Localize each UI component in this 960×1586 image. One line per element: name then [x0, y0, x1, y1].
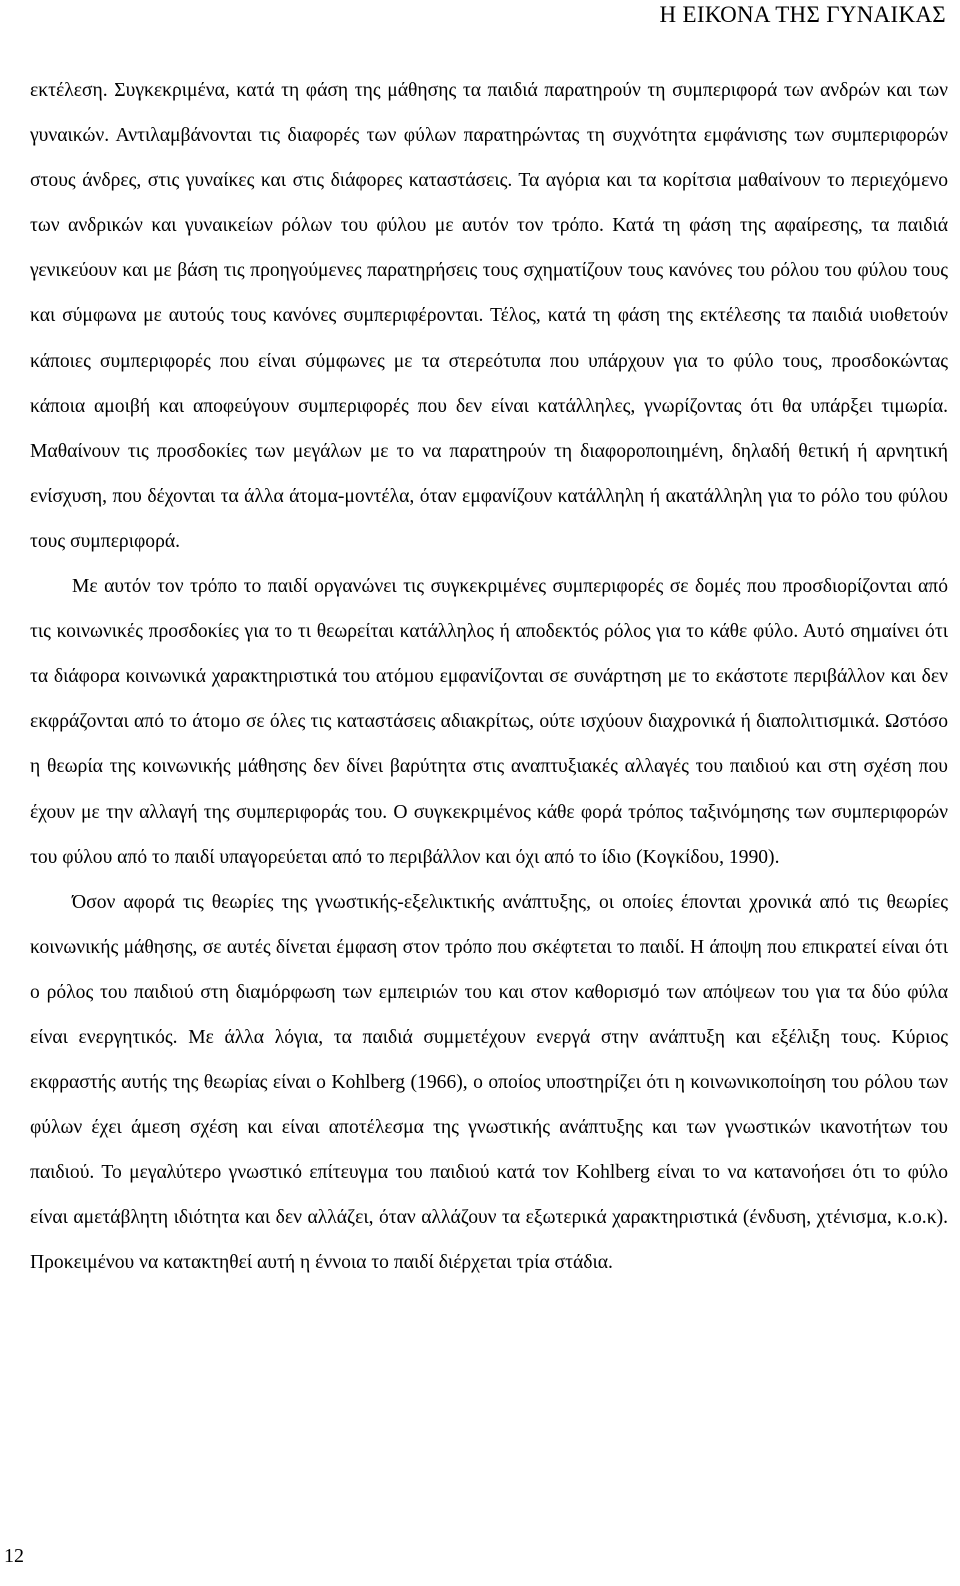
- page-number: 12: [4, 1545, 24, 1567]
- body-text: [30, 68, 948, 1286]
- paragraph-cognitive-development: Όσον αφορά τις θεωρίες της γνωστικής-εξελικτικής ανάπτυξης, οι οποίες έπονται χρονικά από τις θεωρίες κοινωνικής μάθησης, σε αυτές δίνεται έμφαση στον τρόπο που σκέφτεται το παιδί. Η άποψη που επικρατεί είναι ότι ο ρόλος του παιδιού στη διαμόρφωση των εμπειριών του και στον καθορισμό των απόψεων του για τα δύο φύλα είναι ενεργητικός. Με άλλα λόγια, τα παιδιά συμμετέχουν ενεργά στην ανάπτυξη και εξέλιξη τους. Κύριος εκφραστής αυτής της θεωρίας είναι ο Kohlberg (1966), ο οποίος υποστηρίζει ότι η κοινωνικοποίηση του ρόλου των φύλων έχει άμεση σχέση και είναι αποτέλεσμα της γνωστικής ανάπτυξης και των γνωστικών ικανοτήτων του παιδιού. Το μεγαλύτερο γνωστικό επίτευγμα του παιδιού κατά τον Kohlberg είναι το να κατανοήσει ότι το φύλο είναι αμετάβλητη ιδιότητα και δεν αλλάζει, όταν αλλάζουν τα εξωτερικά χαρακτηριστικά (ένδυση, χτένισμα, κ.ο.κ). Προκειμένου να κατακτηθεί αυτή η έννοια το παιδί διέρχεται τρία στάδια.: [30, 891, 948, 1274]
- paragraph-continuation: εκτέλεση. Συγκεκριμένα, κατά τη φάση της μάθησης τα παιδιά παρατηρούν τη συμπεριφορά των ανδρών και των γυναικών. Αντιλαμβάνονται τις διαφορές των φύλων παρατηρώντας τη συχνότητα εμφάνισης των συμπεριφορών στους άνδρες, στις γυναίκες και στις διάφορες καταστάσεις. Τα αγόρια και τα κορίτσια μαθαίνουν το περιεχόμενο των ανδρικών και γυναικείων ρόλων του φύλου με αυτόν τον τρόπο. Κατά τη φάση της αφαίρεσης, τα παιδιά γενικεύουν και με βάση τις προηγούμενες παρατηρήσεις τους σχηματίζουν τους κανόνες του ρόλου του φύλου τους και σύμφωνα με αυτούς τους κανόνες συμπεριφέρονται. Τέλος, κατά τη φάση της εκτέλεσης τα παιδιά υιοθετούν κάποιες συμπεριφορές που είναι σύμφωνες με τα στερεότυπα που υπάρχουν για το φύλο τους, προσδοκώντας κάποια αμοιβή και αποφεύγουν συμπεριφορές που δεν είναι κατάλληλες, γνωρίζοντας ότι θα υπάρξει τιμωρία. Μαθαίνουν τις προσδοκίες των μεγάλων με το να παρατηρούν τη διαφοροποιημένη, δηλαδή θετική ή αρνητική ενίσχυση, που δέχονται τα άλλα άτομα-μοντέλα, όταν εμφανίζουν κατάλληλη ή ακατάλληλη για το ρόλο του φύλου τους συμπεριφορά.: [30, 80, 948, 552]
- paragraph-social-learning: Με αυτόν τον τρόπο το παιδί οργανώνει τις συγκεκριμένες συμπεριφορές σε δομές που προσδιορίζονται από τις κοινωνικές προσδοκίες για το τι θεωρείται κατάλληλος ή αποδεκτός ρόλος για το κάθε φύλο. Αυτό σημαίνει ότι τα διάφορα κοινωνικά χαρακτηριστικά του ατόμου εμφανίζονται σε συνάρτηση με το εκάστοτε περιβάλλον και δεν εκφράζονται από το άτομο σε όλες τις καταστάσεις αδιακρίτως, ούτε ισχύουν διαχρονικά ή διαπολιτισμικά. Ωστόσο η θεωρία της κοινωνικής μάθησης δεν δίνει βαρύτητα στις αναπτυξιακές αλλαγές του παιδιού και στη σχέση που έχουν με την αλλαγή της συμπεριφοράς του. Ο συγκεκριμένος κάθε φορά τρόπος ταξινόμησης των συμπεριφορών του φύλου από το παιδί υπαγορεύεται από το περιβάλλον και όχι από το ίδιο (Κογκίδου, 1990).: [30, 576, 948, 868]
- running-header: Η ΕΙΚΟΝΑ ΤΗΣ ΓΥΝΑΙΚΑΣ: [659, 2, 946, 27]
